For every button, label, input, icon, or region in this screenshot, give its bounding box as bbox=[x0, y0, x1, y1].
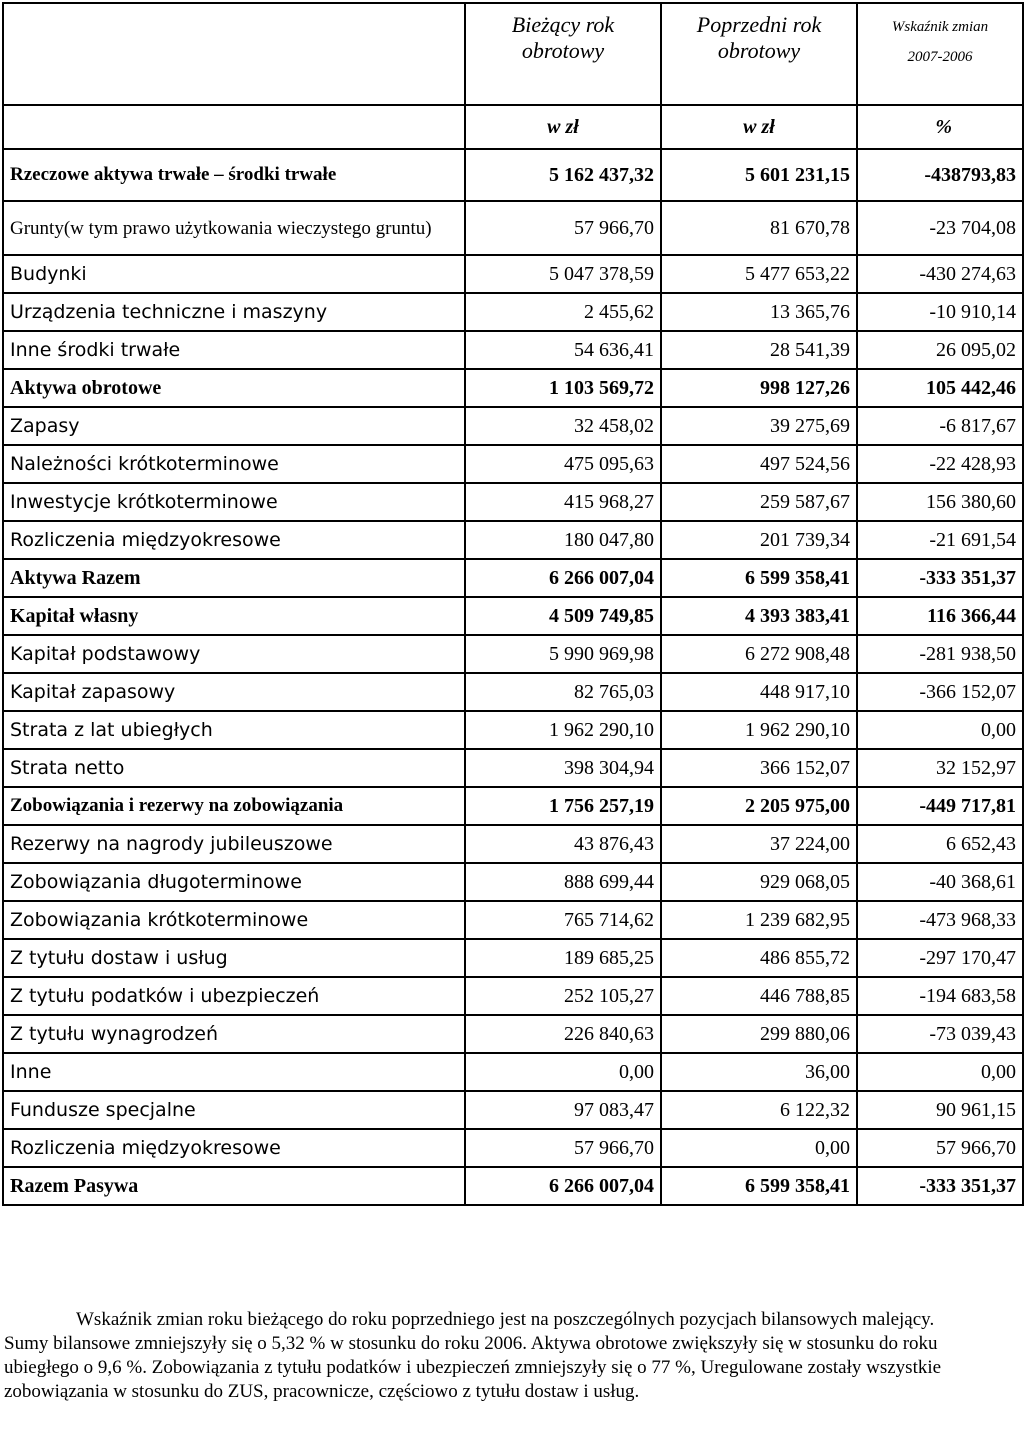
row-label: Rozliczenia międzyokresowe bbox=[3, 521, 465, 559]
units-row bbox=[3, 105, 1023, 149]
table-row bbox=[3, 1129, 1023, 1167]
row-label: Zobowiązania krótkoterminowe bbox=[3, 901, 465, 939]
row-change: 6 652,43 bbox=[857, 825, 1023, 863]
header-change-index bbox=[857, 3, 1023, 105]
table-row bbox=[3, 483, 1023, 521]
table-row bbox=[3, 863, 1023, 901]
row-current: 0,00 bbox=[465, 1053, 661, 1091]
row-previous: 4 393 383,41 bbox=[661, 597, 857, 635]
row-label: Urządzenia techniczne i maszyny bbox=[3, 293, 465, 331]
row-current: 888 699,44 bbox=[465, 863, 661, 901]
table-row bbox=[3, 825, 1023, 863]
table-row bbox=[3, 149, 1023, 201]
row-previous: 998 127,26 bbox=[661, 369, 857, 407]
row-label: Rozliczenia międzyokresowe bbox=[3, 1129, 465, 1167]
table-row bbox=[3, 635, 1023, 673]
header-empty-cell bbox=[3, 3, 465, 105]
row-change: -333 351,37 bbox=[857, 559, 1023, 597]
row-previous: 201 739,34 bbox=[661, 521, 857, 559]
row-change: -21 691,54 bbox=[857, 521, 1023, 559]
row-label: Fundusze specjalne bbox=[3, 1091, 465, 1129]
table-row bbox=[3, 521, 1023, 559]
row-label: Strata netto bbox=[3, 749, 465, 787]
row-current: 189 685,25 bbox=[465, 939, 661, 977]
table-row bbox=[3, 255, 1023, 293]
row-previous: 6 122,32 bbox=[661, 1091, 857, 1129]
row-previous: 259 587,67 bbox=[661, 483, 857, 521]
row-change: 32 152,97 bbox=[857, 749, 1023, 787]
row-current: 57 966,70 bbox=[465, 1129, 661, 1167]
row-change: -23 704,08 bbox=[857, 201, 1023, 255]
row-current: 252 105,27 bbox=[465, 977, 661, 1015]
row-label: Kapitał własny bbox=[3, 597, 465, 635]
header-current-year: Bieżący rok obrotowy bbox=[465, 3, 661, 105]
table-row bbox=[3, 901, 1023, 939]
row-current: 43 876,43 bbox=[465, 825, 661, 863]
table-row bbox=[3, 673, 1023, 711]
row-change: 0,00 bbox=[857, 1053, 1023, 1091]
table-row bbox=[3, 331, 1023, 369]
row-previous: 486 855,72 bbox=[661, 939, 857, 977]
row-change: -473 968,33 bbox=[857, 901, 1023, 939]
row-previous: 13 365,76 bbox=[661, 293, 857, 331]
row-label: Aktywa Razem bbox=[3, 559, 465, 597]
row-current: 6 266 007,04 bbox=[465, 1167, 661, 1205]
row-current: 2 455,62 bbox=[465, 293, 661, 331]
row-previous: 28 541,39 bbox=[661, 331, 857, 369]
row-previous: 1 239 682,95 bbox=[661, 901, 857, 939]
row-previous: 299 880,06 bbox=[661, 1015, 857, 1053]
row-label: Rezerwy na nagrody jubileuszowe bbox=[3, 825, 465, 863]
row-label: Inne bbox=[3, 1053, 465, 1091]
table-row bbox=[3, 1015, 1023, 1053]
row-change: -449 717,81 bbox=[857, 787, 1023, 825]
row-label: Należności krótkoterminowe bbox=[3, 445, 465, 483]
table-row bbox=[3, 1053, 1023, 1091]
row-current: 415 968,27 bbox=[465, 483, 661, 521]
row-current: 1 756 257,19 bbox=[465, 787, 661, 825]
table-row bbox=[3, 787, 1023, 825]
units-empty-cell bbox=[3, 105, 465, 149]
row-previous: 366 152,07 bbox=[661, 749, 857, 787]
row-change: -10 910,14 bbox=[857, 293, 1023, 331]
row-label: Kapitał podstawowy bbox=[3, 635, 465, 673]
table-row bbox=[3, 293, 1023, 331]
row-label: Z tytułu dostaw i usług bbox=[3, 939, 465, 977]
row-change: 156 380,60 bbox=[857, 483, 1023, 521]
row-label: Inne środki trwałe bbox=[3, 331, 465, 369]
row-label: Z tytułu podatków i ubezpieczeń bbox=[3, 977, 465, 1015]
row-change: 116 366,44 bbox=[857, 597, 1023, 635]
row-change: -333 351,37 bbox=[857, 1167, 1023, 1205]
header-row bbox=[3, 3, 1023, 105]
table-row bbox=[3, 597, 1023, 635]
header-previous-year: Poprzedni rok obrotowy bbox=[661, 3, 857, 105]
header-change-title: Wskaźnik zmian bbox=[891, 19, 989, 35]
unit-change: % bbox=[857, 105, 1023, 149]
table-row bbox=[3, 1167, 1023, 1205]
row-previous: 6 599 358,41 bbox=[661, 1167, 857, 1205]
row-current: 32 458,02 bbox=[465, 407, 661, 445]
row-label: Strata z lat ubiegłych bbox=[3, 711, 465, 749]
row-label: Zobowiązania i rezerwy na zobowiązania bbox=[3, 787, 465, 825]
row-change: -40 368,61 bbox=[857, 863, 1023, 901]
row-label: Zapasy bbox=[3, 407, 465, 445]
row-change: -281 938,50 bbox=[857, 635, 1023, 673]
row-current: 5 162 437,32 bbox=[465, 149, 661, 201]
unit-previous: w zł bbox=[661, 105, 857, 149]
row-label: Razem Pasywa bbox=[3, 1167, 465, 1205]
table-row bbox=[3, 939, 1023, 977]
row-current: 97 083,47 bbox=[465, 1091, 661, 1129]
row-current: 226 840,63 bbox=[465, 1015, 661, 1053]
row-current: 82 765,03 bbox=[465, 673, 661, 711]
row-previous: 2 205 975,00 bbox=[661, 787, 857, 825]
row-label: Rzeczowe aktywa trwałe – środki trwałe bbox=[3, 149, 465, 201]
row-current: 475 095,63 bbox=[465, 445, 661, 483]
row-previous: 36,00 bbox=[661, 1053, 857, 1091]
table-body bbox=[3, 149, 1023, 1205]
table-row bbox=[3, 407, 1023, 445]
row-change: -6 817,67 bbox=[857, 407, 1023, 445]
row-current: 398 304,94 bbox=[465, 749, 661, 787]
row-current: 765 714,62 bbox=[465, 901, 661, 939]
row-label: Grunty(w tym prawo użytkowania wieczystego gruntu) bbox=[3, 201, 465, 255]
row-label: Budynki bbox=[3, 255, 465, 293]
row-previous: 81 670,78 bbox=[661, 201, 857, 255]
table-row bbox=[3, 711, 1023, 749]
row-previous: 37 224,00 bbox=[661, 825, 857, 863]
row-current: 180 047,80 bbox=[465, 521, 661, 559]
row-change: 90 961,15 bbox=[857, 1091, 1023, 1129]
row-change: -73 039,43 bbox=[857, 1015, 1023, 1053]
row-current: 1 962 290,10 bbox=[465, 711, 661, 749]
row-label: Z tytułu wynagrodzeń bbox=[3, 1015, 465, 1053]
row-previous: 929 068,05 bbox=[661, 863, 857, 901]
row-change: -438793,83 bbox=[857, 149, 1023, 201]
table-row bbox=[3, 1091, 1023, 1129]
row-change: 26 095,02 bbox=[857, 331, 1023, 369]
row-current: 5 047 378,59 bbox=[465, 255, 661, 293]
row-label: Zobowiązania długoterminowe bbox=[3, 863, 465, 901]
row-previous: 446 788,85 bbox=[661, 977, 857, 1015]
table-row bbox=[3, 977, 1023, 1015]
row-change: 0,00 bbox=[857, 711, 1023, 749]
header-change-years: 2007-2006 bbox=[907, 49, 973, 65]
row-change: -366 152,07 bbox=[857, 673, 1023, 711]
row-previous: 39 275,69 bbox=[661, 407, 857, 445]
table-row bbox=[3, 559, 1023, 597]
table-row bbox=[3, 445, 1023, 483]
row-current: 6 266 007,04 bbox=[465, 559, 661, 597]
balance-table bbox=[2, 2, 1024, 1206]
row-previous: 497 524,56 bbox=[661, 445, 857, 483]
row-previous: 1 962 290,10 bbox=[661, 711, 857, 749]
row-previous: 6 272 908,48 bbox=[661, 635, 857, 673]
row-label: Kapitał zapasowy bbox=[3, 673, 465, 711]
row-change: 57 966,70 bbox=[857, 1129, 1023, 1167]
row-previous: 5 477 653,22 bbox=[661, 255, 857, 293]
summary-note: Wskaźnik zmian roku bieżącego do roku poprzedniego jest na poszczególnych pozycjach bilansowych malejący. Sumy bilansowe zmniejszyły się o 5,32 % w stosunku do roku 2006. Aktywa obrotowe zwiększyły się w stosunku do roku ubiegłego o 9,6 %. Zobowiązania z tytułu podatków i ubezpieczeń zmniejszyły się o 77 %, Uregulowane zostały wszystkie zobowiązania w stosunku do ZUS, pracownicze, częściowo z tytułu dostaw i usług. bbox=[4, 1309, 942, 1402]
row-previous: 0,00 bbox=[661, 1129, 857, 1167]
row-change: -297 170,47 bbox=[857, 939, 1023, 977]
row-current: 1 103 569,72 bbox=[465, 369, 661, 407]
row-previous: 448 917,10 bbox=[661, 673, 857, 711]
row-current: 57 966,70 bbox=[465, 201, 661, 255]
table-row bbox=[3, 369, 1023, 407]
row-change: 105 442,46 bbox=[857, 369, 1023, 407]
row-label: Aktywa obrotowe bbox=[3, 369, 465, 407]
row-change: -430 274,63 bbox=[857, 255, 1023, 293]
row-current: 4 509 749,85 bbox=[465, 597, 661, 635]
row-previous: 5 601 231,15 bbox=[661, 149, 857, 201]
row-change: -194 683,58 bbox=[857, 977, 1023, 1015]
row-label: Inwestycje krótkoterminowe bbox=[3, 483, 465, 521]
row-current: 5 990 969,98 bbox=[465, 635, 661, 673]
row-previous: 6 599 358,41 bbox=[661, 559, 857, 597]
row-current: 54 636,41 bbox=[465, 331, 661, 369]
table-row bbox=[3, 749, 1023, 787]
row-change: -22 428,93 bbox=[857, 445, 1023, 483]
table-row bbox=[3, 201, 1023, 255]
unit-current: w zł bbox=[465, 105, 661, 149]
